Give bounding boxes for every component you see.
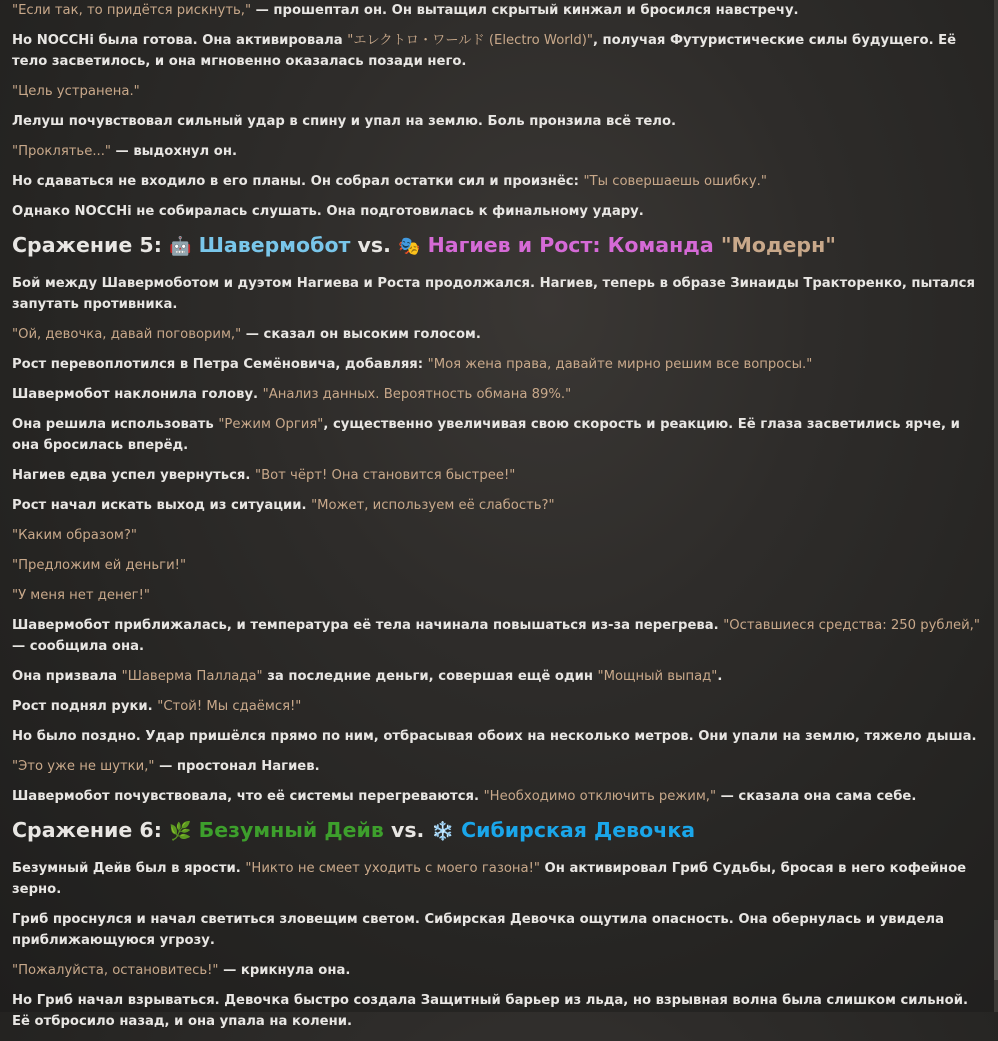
story-paragraph [12, 465, 982, 486]
narration-text: — крикнула она. [218, 963, 351, 978]
paragraph-group [12, 858, 982, 1032]
story-paragraph [12, 585, 982, 606]
battle-prefix: Сражение 6: [12, 818, 170, 842]
narration-text: Нагиев едва успел увернуться. [12, 468, 255, 483]
story-paragraph [12, 171, 982, 192]
story-paragraph [12, 81, 982, 102]
narration-text: . [717, 669, 723, 684]
quote-text: "Ты совершаешь ошибку." [583, 174, 767, 189]
quote-text: "Пожалуйста, остановитесь!" [12, 963, 219, 978]
story-paragraph [12, 726, 982, 747]
story-paragraph [12, 111, 982, 132]
story-paragraph [12, 414, 982, 456]
narration-text: Рост начал искать выход из ситуации. [12, 498, 312, 513]
quote-text: "Никто не смеет уходить с моего газона!" [245, 861, 540, 876]
fighter-a-name: Шавермобот [198, 233, 351, 257]
story-paragraph [12, 555, 982, 576]
story-paragraph [12, 696, 982, 717]
narration-text: Однако NOCCHi не собиралась слушать. Она подготовилась к финальному удару. [12, 204, 644, 219]
vs-label: vs. [383, 818, 432, 842]
story-paragraph [12, 141, 982, 162]
quote-text: "Это уже не шутки," [12, 759, 155, 774]
story-paragraph [12, 30, 982, 72]
narration-text: Бой между Шавермоботом и дуэтом Нагиева и Роста продолжался. Нагиев, теперь в образе Зинаиды Тракторенко, пытался запутать противника. [12, 276, 975, 312]
story-paragraph [12, 858, 982, 900]
paragraph-group [12, 0, 982, 222]
narration-text: — сообщила она. [12, 639, 144, 654]
narration-text: — сказала она сама себе. [716, 789, 917, 804]
quote-text: "Режим Оргия" [218, 417, 324, 432]
story-content [12, 0, 982, 1041]
narration-text: Гриб проснулся и начал светиться зловещим светом. Сибирская Девочка ощутила опасность. Она обернулась и увидела приближающуюся угрозу. [12, 912, 944, 948]
quote-text: "Мощный выпад" [597, 669, 718, 684]
story-paragraph [12, 201, 982, 222]
narration-text: — простонал Нагиев. [154, 759, 320, 774]
quote-text: "Каким образом?" [12, 528, 137, 543]
snowflake-icon: ❄️ [431, 821, 454, 842]
narration-text: Но Гриб начал взрываться. Девочка быстро создала Защитный барьер из льда, но взрывная волна была слишком сильной. Её отбросило назад, и она упала на колени. [12, 993, 968, 1029]
story-paragraph [12, 495, 982, 516]
quote-text: "У меня нет денег!" [12, 588, 150, 603]
robot-icon: 🤖 [169, 236, 192, 257]
paragraph-group [12, 273, 982, 807]
quote-text: "Оставшиеся средства: 250 рублей," [723, 618, 980, 633]
fighter-b-name: Сибирская Девочка [461, 818, 696, 842]
narration-text: Она решила использовать [12, 417, 219, 432]
quote-text: "Предложим ей деньги!" [12, 558, 187, 573]
narration-text: Рост перевоплотился в Петра Семёновича, добавляя: [12, 357, 428, 372]
narration-text: Безумный Дейв был в ярости. [12, 861, 246, 876]
battle-5-heading [12, 231, 982, 261]
quote-text: "エレクトロ・ワールド (Electro World)" [347, 33, 593, 48]
narration-text: Она призвала [12, 669, 122, 684]
story-paragraph [12, 525, 982, 546]
narration-text: Он активировал Гриб Судьбы, бросая в него кофейное зерно. [12, 861, 967, 897]
theater-masks-icon: 🎭 [398, 236, 421, 257]
page-scrollbar[interactable] [994, 0, 998, 1012]
narration-text: Но было поздно. Удар пришёлся прямо по ним, отбрасывая обоих на несколько метров. Они упали на землю, тяжело дыша. [12, 729, 977, 744]
story-paragraph [12, 324, 982, 345]
story-paragraph [12, 786, 982, 807]
narration-text: Шавермобот почувствовала, что её системы перегреваются. [12, 789, 484, 804]
quote-text: "Если так, то придётся рискнуть," [12, 3, 252, 18]
narration-text: — прошептал он. Он вытащил скрытый кинжал и бросился навстречу. [251, 3, 799, 18]
story-paragraph [12, 960, 982, 981]
quote-text: "Может, используем её слабость?" [311, 498, 555, 513]
story-paragraph [12, 384, 982, 405]
quote-text: "Шаверма Паллада" [121, 669, 263, 684]
quote-text: "Анализ данных. Вероятность обмана 89%." [262, 387, 572, 402]
quote-text: "Моя жена права, давайте мирно решим все вопросы." [427, 357, 813, 372]
fighter-b-team-name: "Модерн" [720, 233, 836, 257]
narration-text: Но NOCCHi была готова. Она активировала [12, 33, 348, 48]
narration-text: , получая Футуристические силы будущего. Её тело засветилось, и она мгновенно оказалась позади него. [12, 33, 957, 69]
story-paragraph [12, 666, 982, 687]
narration-text: Но сдаваться не входило в его планы. Он собрал остатки сил и произнёс: [12, 174, 584, 189]
narration-text: , существенно увеличивая свою скорость и реакцию. Её глаза засветились ярче, и она бросилась вперёд. [12, 417, 960, 453]
narration-text: Шавермобот наклонила голову. [12, 387, 263, 402]
vs-label: vs. [350, 233, 399, 257]
narration-text: Рост поднял руки. [12, 699, 158, 714]
narration-text: за последние деньги, совершая ещё один [262, 669, 598, 684]
quote-text: "Проклятье..." [12, 144, 111, 159]
story-paragraph [12, 273, 982, 315]
narration-text: Шавермобот приближалась, и температура её тела начинала повышаться из-за перегрева. [12, 618, 724, 633]
narration-text: Лелуш почувствовал сильный удар в спину и упал на землю. Боль пронзила всё тело. [12, 114, 677, 129]
herb-leaf-icon: 🌿 [169, 821, 192, 842]
fighter-a-name: Безумный Дейв [198, 818, 384, 842]
story-paragraph [12, 354, 982, 375]
narration-text: — выдохнул он. [110, 144, 237, 159]
story-paragraph [12, 990, 982, 1032]
quote-text: "Вот чёрт! Она становится быстрее!" [255, 468, 516, 483]
quote-text: "Необходимо отключить режим," [483, 789, 717, 804]
quote-text: "Ой, девочка, давай поговорим," [12, 327, 242, 342]
battle-prefix: Сражение 5: [12, 233, 170, 257]
quote-text: "Стой! Мы сдаёмся!" [157, 699, 302, 714]
fighter-b-name: Нагиев и Рост: Команда [427, 233, 721, 257]
battle-6-heading [12, 816, 982, 846]
story-paragraph [12, 615, 982, 657]
story-paragraph [12, 0, 982, 21]
narration-text: — сказал он высоким голосом. [241, 327, 481, 342]
quote-text: "Цель устранена." [12, 84, 140, 99]
scrollbar-thumb[interactable] [994, 920, 998, 980]
story-paragraph [12, 756, 982, 777]
story-paragraph [12, 909, 982, 951]
